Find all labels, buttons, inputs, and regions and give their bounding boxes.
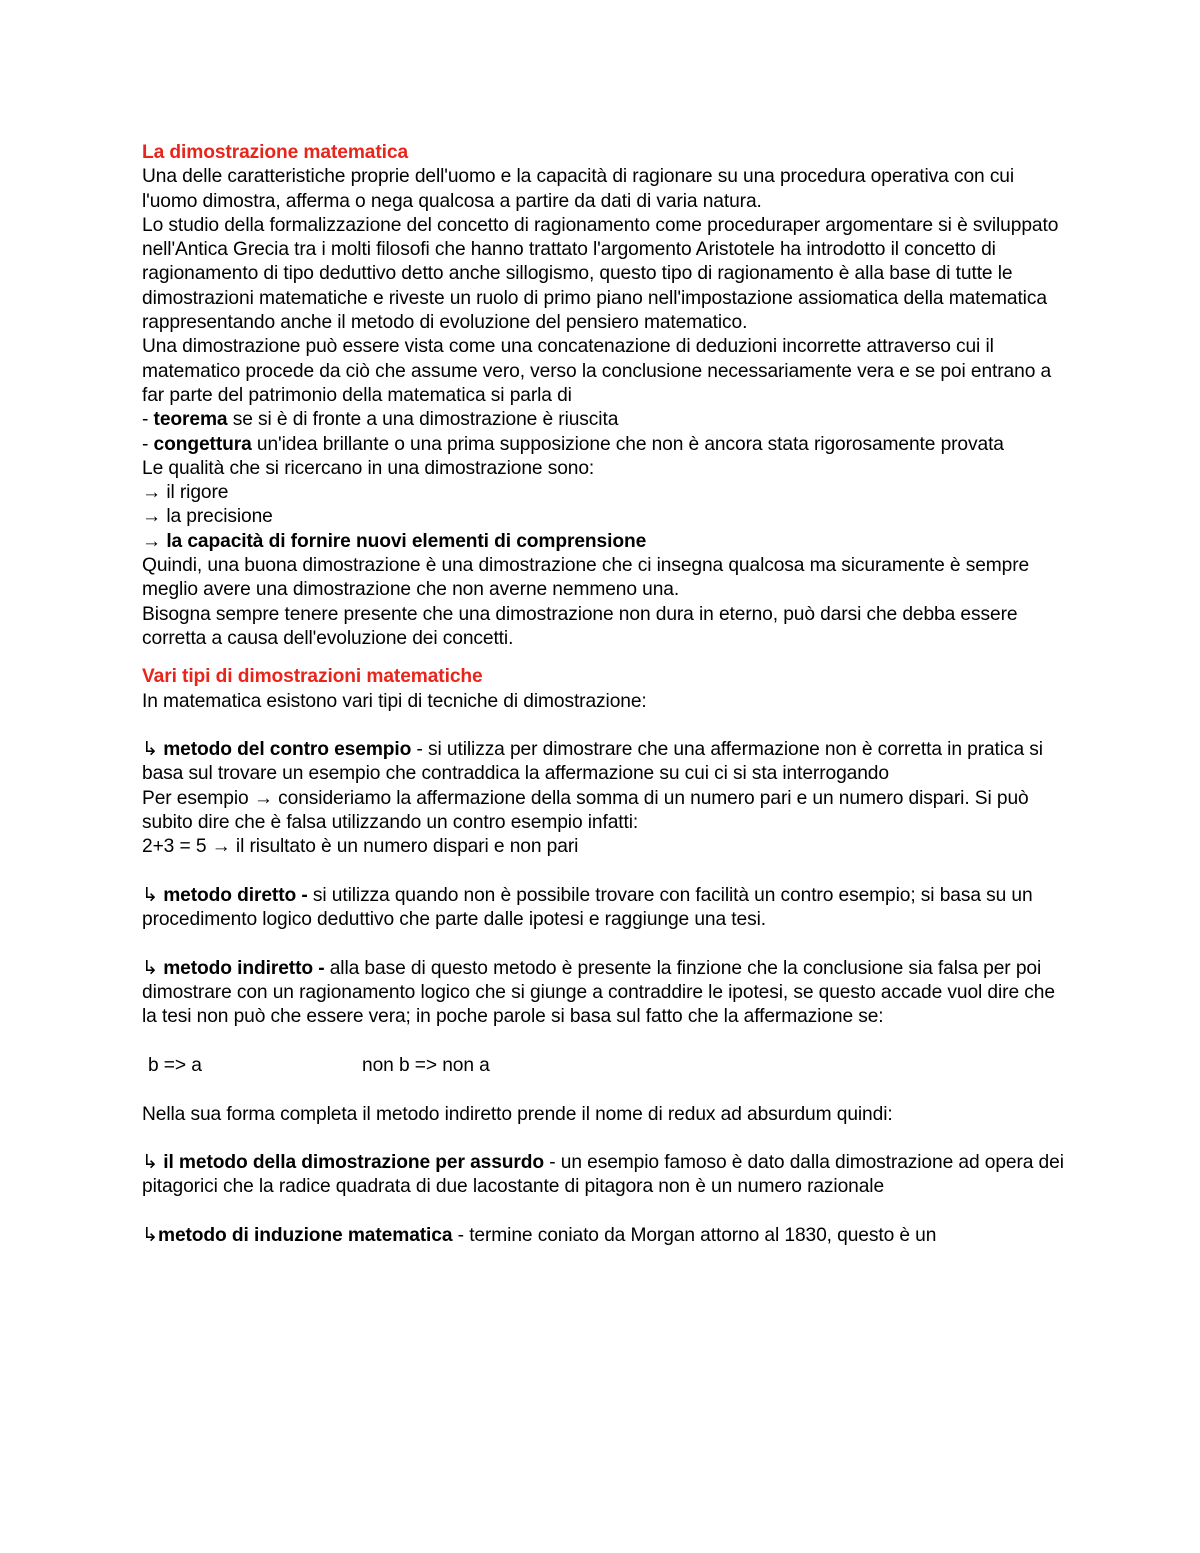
formula-right: non b => non a: [362, 1054, 490, 1076]
quality-text: la precisione: [166, 506, 273, 528]
arrow-right-icon: →: [142, 506, 167, 528]
method-text: - si utilizza per dimostrare che una affermazione non è corretta in pratica si basa sul trovare un esempio che contraddica la affermazione su cui ci si sta interrogando: [142, 739, 1043, 785]
arrow-return-icon: ↳: [142, 957, 164, 979]
list-dash: -: [142, 433, 154, 455]
spacer: [142, 714, 1072, 738]
spacer: [142, 933, 1072, 957]
method-item-indiretto: [142, 957, 1072, 1030]
method-text: alla base di questo metodo è presente la finzione che la conclusione sia falsa per poi dimostrare con un ragionamento logico che si giunge a contraddire le ipotesi, se questo accade vuol dire che la tesi non può che essere vera; in poche parole si basa sul fatto che la affermazione se:: [142, 957, 1055, 1028]
method-item-contro-esempio: [142, 738, 1072, 787]
arrow-return-icon: ↳: [142, 739, 164, 761]
definition-text: se si è di fronte a una dimostrazione è riuscita: [227, 409, 619, 431]
term-congettura: congettura: [153, 433, 252, 455]
calculation: 2+3 = 5 → il risultato è un numero dispari e non pari: [142, 836, 579, 858]
arrow-right-icon: →: [142, 482, 167, 504]
formula-left: b => a: [148, 1054, 202, 1076]
definition-text: un'idea brillante o una prima supposizione che non è ancora stata rigorosamente provata: [251, 433, 1004, 455]
arrow-return-icon: ↳: [142, 884, 164, 906]
paragraph: Una dimostrazione può essere vista come una concatenazione di deduzioni incorrette attraverso cui il matematico procede da ciò che assume vero, verso la conclusione necessariamente vera e se poi entrano a far parte del patrimonio della matematica si parla di: [142, 336, 1052, 406]
paragraph: Una delle caratteristiche proprie dell'uomo e la capacità di ragionare su una procedura operativa con cui l'uomo dimostra, afferma o nega qualcosa a partire da dati di varia natura.: [142, 166, 1015, 212]
section-heading-dimostrazione: La dimostrazione matematica: [142, 142, 409, 163]
paragraph: Per esempio → consideriamo la affermazione della somma di un numero pari e un numero dispari. Si può subito dire che è falsa utilizzando un contro esempio infatti:: [142, 787, 1029, 834]
quality-item: [142, 530, 1072, 554]
quality-text: il rigore: [166, 482, 229, 504]
list-item-teorema: [142, 408, 1072, 432]
paragraph: Bisogna sempre tenere presente che una dimostrazione non dura in eterno, può darsi che debba essere corretta a causa dell'evoluzione dei concetti.: [142, 603, 1018, 649]
method-term: metodo indiretto -: [163, 957, 325, 979]
quality-text: la capacità di fornire nuovi elementi di comprensione: [166, 530, 647, 552]
spacer: [142, 1200, 1072, 1224]
spacer: [142, 860, 1072, 884]
method-term: metodo diretto -: [163, 884, 308, 906]
spacer: [142, 651, 1072, 665]
method-item-induzione: [142, 1224, 1072, 1248]
method-text: - un esempio famoso è dato dalla dimostrazione ad opera dei pitagorici che la radice quadrata di due lacostante di pitagora non è un numero razionale: [142, 1152, 1064, 1198]
method-item-diretto: [142, 884, 1072, 933]
paragraph: Le qualità che si ricercano in una dimostrazione sono:: [142, 457, 595, 479]
paragraph: In matematica esistono vari tipi di tecniche di dimostrazione:: [142, 690, 647, 712]
arrow-return-icon: ↳: [142, 1152, 164, 1174]
method-term: il metodo della dimostrazione per assurdo: [163, 1152, 545, 1174]
document-page: [142, 141, 1072, 1248]
term-teorema: teorema: [153, 409, 228, 431]
method-term: metodo di induzione matematica: [157, 1225, 453, 1247]
method-text: - termine coniato da Morgan attorno al 1830, questo è un: [452, 1225, 937, 1247]
list-dash: -: [142, 409, 154, 431]
arrow-return-icon: ↳: [142, 1225, 158, 1247]
paragraph: Quindi, una buona dimostrazione è una dimostrazione che ci insegna qualcosa ma sicuramente è sempre meglio avere una dimostrazione che non averne nemmeno una.: [142, 555, 1030, 601]
spacer: [142, 1127, 1072, 1151]
list-item-congettura: [142, 433, 1072, 457]
quality-item: [142, 481, 1072, 505]
formula-line: [142, 1054, 1072, 1078]
paragraph: Nella sua forma completa il metodo indiretto prende il nome di redux ad absurdum quindi:: [142, 1103, 893, 1125]
method-item-assurdo: [142, 1151, 1072, 1200]
paragraph: Lo studio della formalizzazione del concetto di ragionamento come proceduraper argomentare si è sviluppato nell'Antica Grecia tra i molti filosofi che hanno trattato l'argomento Aristotele ha introdotto il concetto di ragionamento di tipo deduttivo detto anche sillogismo, questo tipo di ragionamento è alla base di tutte le dimostrazioni matematiche e riveste un ruolo di primo piano nell'impostazione assiomatica della matematica rappresentando anche il metodo di evoluzione del pensiero matematico.: [142, 214, 1059, 334]
section-heading-tipi: Vari tipi di dimostrazioni matematiche: [142, 666, 483, 688]
quality-item: [142, 505, 1072, 529]
spacer: [142, 1030, 1072, 1054]
method-term: metodo del contro esempio: [163, 739, 412, 761]
method-text: si utilizza quando non è possibile trovare con facilità un contro esempio; si basa su un procedimento logico deduttivo che parte dalle ipotesi e raggiunge una tesi.: [142, 884, 1033, 931]
spacer: [142, 1078, 1072, 1102]
arrow-right-icon: →: [142, 530, 167, 552]
